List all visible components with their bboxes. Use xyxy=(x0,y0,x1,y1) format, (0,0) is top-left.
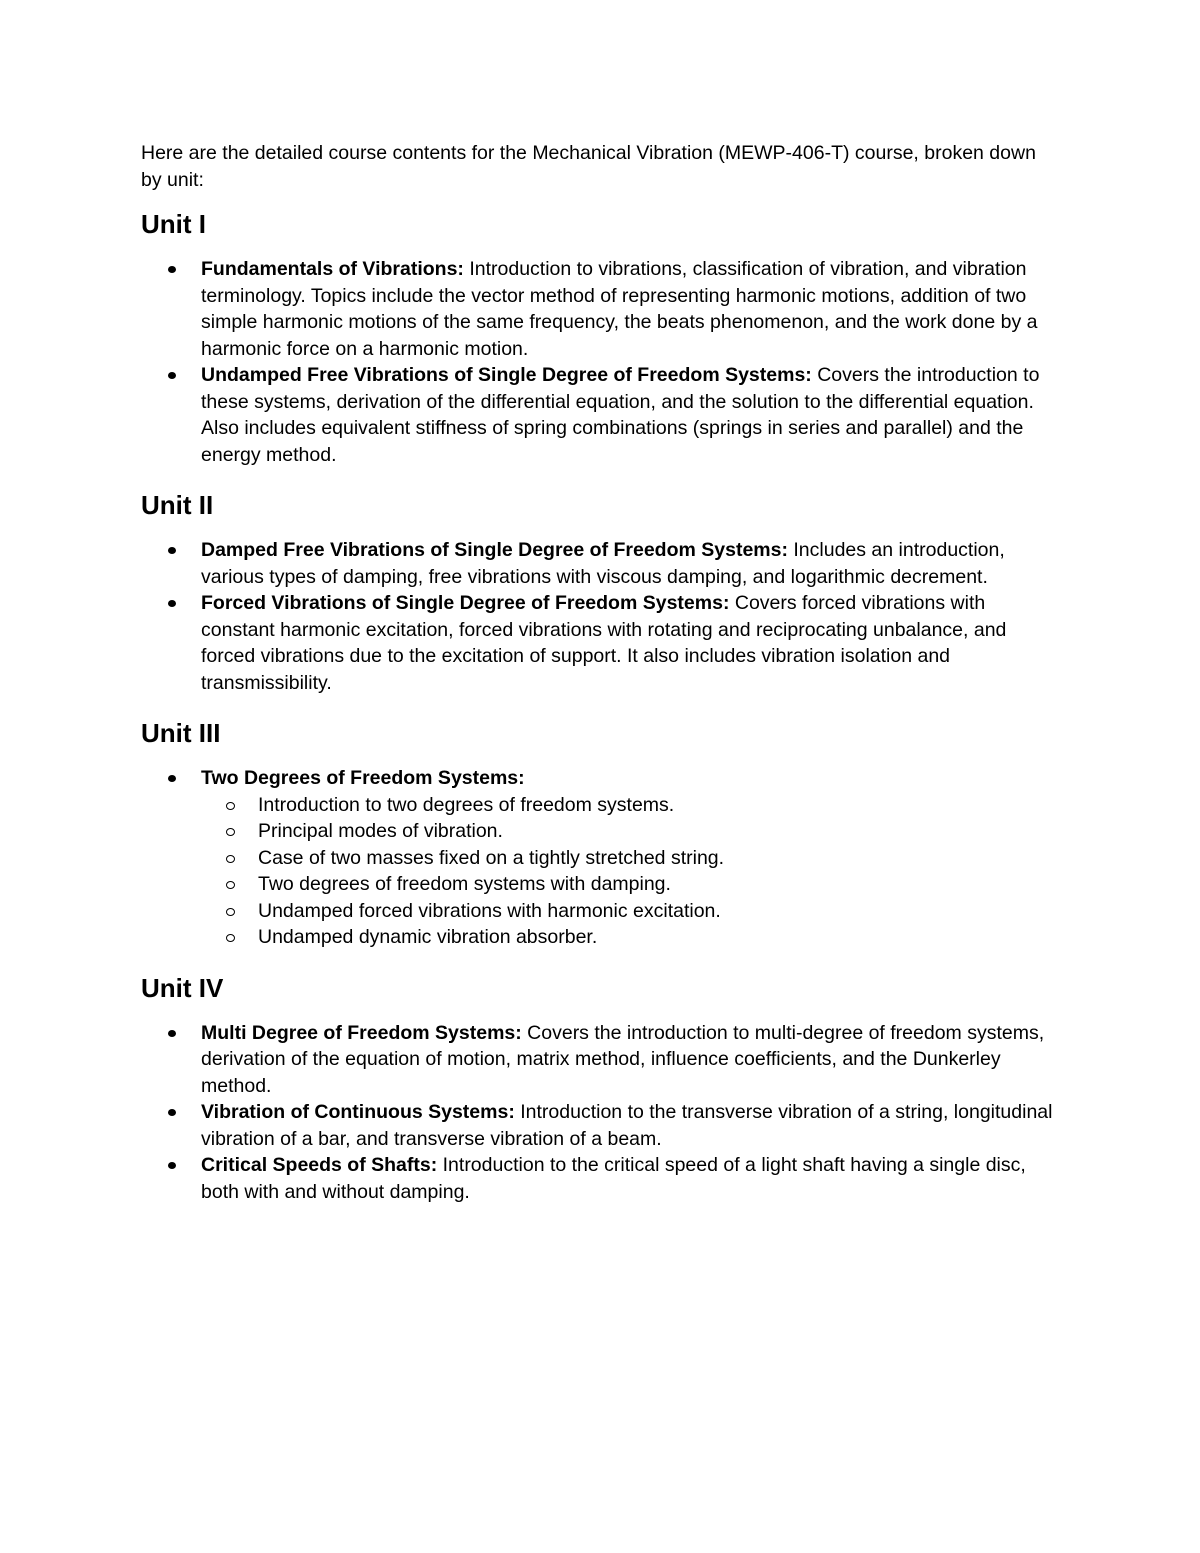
hollow-bullet-icon xyxy=(226,802,235,810)
topic-term: Critical Speeds of Shafts: xyxy=(201,1154,438,1176)
subtopic-text: Undamped dynamic vibration absorber. xyxy=(258,926,598,948)
subtopic-text: Undamped forced vibrations with harmonic excitation. xyxy=(258,899,721,922)
subtopic-item xyxy=(201,898,1061,925)
topic-item xyxy=(141,537,1061,590)
hollow-bullet-icon xyxy=(226,934,235,942)
subtopic-item xyxy=(201,845,1061,872)
topic-text: Covers the introduction to these systems, derivation of the differential equation, and the solution to the differential equation. Also includes equivalent stiffness of spring combinations (springs in series and parallel) and the energy method. xyxy=(201,364,1040,466)
topic-term: Vibration of Continuous Systems: xyxy=(201,1101,515,1123)
topic-term: Undamped Free Vibrations of Single Degree of Freedom Systems: xyxy=(201,364,812,386)
topic-item xyxy=(141,1020,1061,1100)
unit-heading: Unit II xyxy=(141,490,214,520)
document-page xyxy=(141,140,1061,1225)
unit-heading: Unit IV xyxy=(141,972,224,1003)
hollow-bullet-icon xyxy=(226,828,235,836)
topic-term: Fundamentals of Vibrations: xyxy=(201,258,464,280)
hollow-bullet-icon xyxy=(226,855,235,863)
unit-heading: Unit III xyxy=(141,718,221,748)
topic-text: Covers the introduction to multi-degree of freedom systems, derivation of the equation of motion, matrix method, influence coefficients, and the Dunkerley method. xyxy=(201,1021,1045,1097)
topic-item xyxy=(141,765,1061,951)
bullet-icon xyxy=(168,547,176,554)
topic-term: Forced Vibrations of Single Degree of Freedom Systems: xyxy=(201,592,730,614)
topic-term: Damped Free Vibrations of Single Degree of Freedom Systems: xyxy=(201,539,788,561)
bullet-icon xyxy=(168,372,176,379)
subtopic-text: Case of two masses fixed on a tightly stretched string. xyxy=(258,846,725,869)
hollow-bullet-icon xyxy=(226,881,235,889)
topic-term: Two Degrees of Freedom Systems: xyxy=(201,767,525,789)
subtopic-item xyxy=(201,792,1061,819)
unit-section-4 xyxy=(141,971,1061,1206)
bullet-icon xyxy=(168,1162,176,1169)
bullet-icon xyxy=(168,600,176,607)
bullet-icon xyxy=(168,1109,176,1116)
topic-text: Introduction to the transverse vibration of a string, longitudinal vibration of a bar, and transverse vibration of a beam. xyxy=(201,1101,1053,1150)
subtopic-item xyxy=(201,871,1061,898)
topic-item xyxy=(141,362,1061,468)
topic-list xyxy=(141,765,1061,951)
topic-text: Includes an introduction, various types of damping, free vibrations with viscous damping, and logarithmic decrement. xyxy=(201,539,1005,588)
unit-section-3 xyxy=(141,716,1061,951)
subtopic-text: Principal modes of vibration. xyxy=(258,820,503,842)
topic-text: Covers forced vibrations with constant harmonic excitation, forced vibrations with rotating and reciprocating unbalance, and forced vibrations due to the excitation of support. It also includes vibration isolation and transmissibility. xyxy=(201,592,1007,694)
topic-text: Introduction to the critical speed of a light shaft having a single disc, both with and without damping. xyxy=(201,1154,1026,1203)
topic-item xyxy=(141,1099,1061,1152)
subtopic-text: Two degrees of freedom systems with damping. xyxy=(258,873,671,895)
unit-heading: Unit I xyxy=(141,209,206,239)
topic-text: Introduction to vibrations, classification of vibration, and vibration terminology. Topics include the vector method of representing harmonic motions, addition of two simple harmonic motions of the same frequency, the beats phenomenon, and the work done by a harmonic force on a harmonic motion. xyxy=(201,258,1038,360)
subtopic-item xyxy=(201,818,1061,845)
topic-list xyxy=(141,256,1061,468)
subtopic-text: Introduction to two degrees of freedom systems. xyxy=(258,793,675,816)
bullet-icon xyxy=(168,1030,176,1037)
intro-paragraph: Here are the detailed course contents for the Mechanical Vibration (MEWP-406-T) course, broken down by unit: xyxy=(141,142,1036,191)
subtopic-list xyxy=(201,792,1061,951)
topic-item xyxy=(141,1152,1061,1205)
subtopic-item xyxy=(201,924,1061,951)
topic-list xyxy=(141,537,1061,696)
topic-term: Multi Degree of Freedom Systems: xyxy=(201,1021,522,1044)
bullet-icon xyxy=(168,775,176,782)
unit-section-1 xyxy=(141,207,1061,468)
unit-section-2 xyxy=(141,488,1061,696)
bullet-icon xyxy=(168,266,176,273)
topic-item xyxy=(141,590,1061,696)
hollow-bullet-icon xyxy=(226,908,235,916)
topic-list xyxy=(141,1020,1061,1206)
topic-item xyxy=(141,256,1061,362)
